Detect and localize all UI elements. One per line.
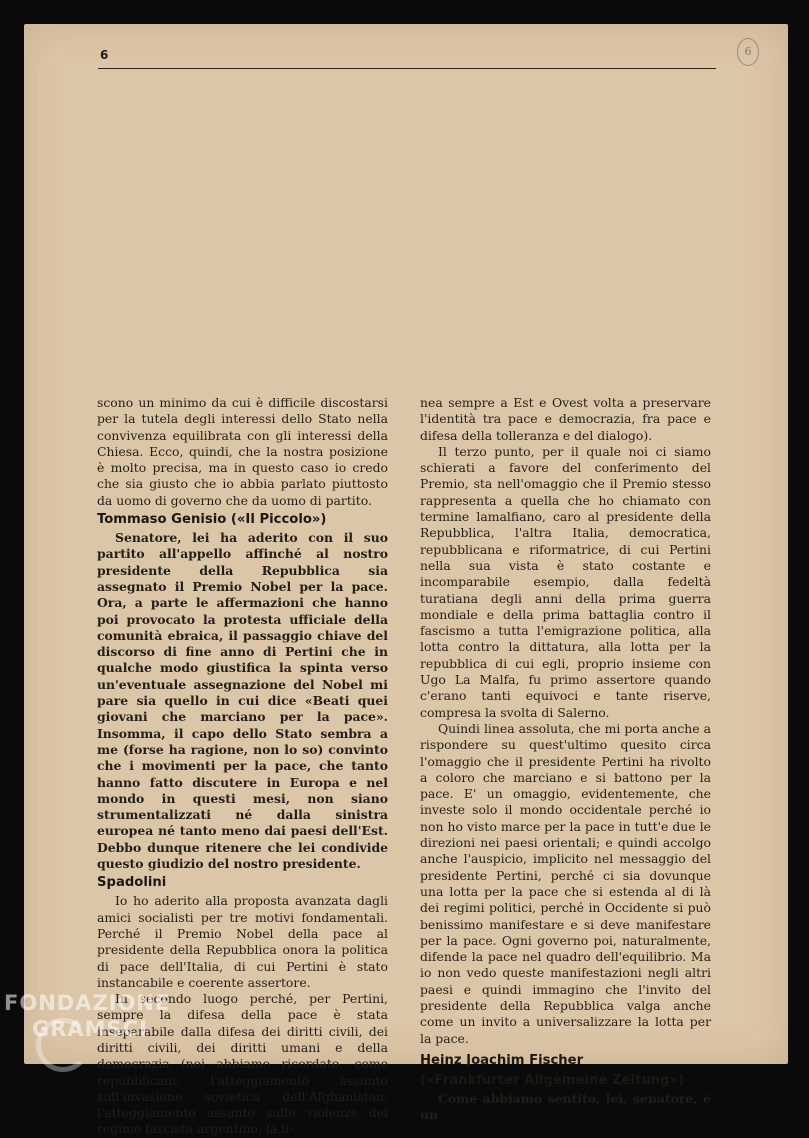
speaker-heading-affiliation: («Frankfurter Allgemeine Zeitung») (420, 1072, 685, 1088)
paragraph: Quindi linea assoluta, che mi porta anche a rispondere su quest'ultimo quesito circa l'omaggio che il presidente Pertini ha rivolto a coloro che marciano e si battono per la pace. E' un omaggio, evidentemente, che investe solo il mondo occidentale perché io non ho visto marce per la pace in tutt'e due le direzioni nei paesi orientali; e quindi accolgo anche l'auspicio, implicito nel messaggio del presidente Pertini, perché ci sia dovunque una lotta per la pace che si estenda al di là dei regimi politici, perché in Occidente si può benissimo manifestare e si deve manifestare per la pace. Ogni governo poi, naturalmente, difende la pace nel quadro dell'equilibrio. Ma io non vedo queste manifestazioni negli altri paesi e quindi immagino che l'invito del presidente della Repubblica valga anche come un invito a universalizzare la lotta per la pace. (420, 720, 711, 1046)
speaker-heading: Heinz Joachim Fischer (420, 1052, 584, 1068)
paragraph: scono un minimo da cui è difficile discostarsi per la tutela degli interessi dello Stato nella convivenza equilibrata con gli interessi della Chiesa. Ecco, quindi, che la nostra posizione è molto precisa, ma in questo caso io credo che sia giusto che io abbia parlato piuttosto da uomo di governo che da uomo di partito. (97, 395, 388, 508)
archive-watermark (4, 990, 170, 1042)
handwritten-page-number: 6 (737, 38, 759, 66)
paragraph: Il terzo punto, per il quale noi ci siamo schierati a favore del conferimento del Premio, sta nell'omaggio che il Premio stesso rappresenta a quella che ho chiamato con termine lamalfiano, caro al presidente della Repubblica, l'altra Italia, democratica, repubblicana e riformatrice, di cui Pertini nella sua vista è stato costante e incomparabile esempio, dalla fedeltà turatiana degli anni della prima guerra mondiale e della prima battaglia contro il fascismo a tutta l'emigrazione politica, alla lotta contro la dittatura, alla lotta per la repubblica di cui egli, proprio insieme con Ugo La Malfa, fu primo assertore quando c'erano tanti equivoci e tante riserve, compresa la svolta di Salerno. (420, 443, 711, 720)
question-paragraph: Senatore, lei ha aderito con il suo partito all'appello affinché al nostro presidente della Repubblica sia assegnato il Premio Nobel per la pace. Ora, a parte le affermazioni che hanno poi provocato la protesta ufficiale della comunità ebraica, il passaggio chiave del discorso di fine anno di Pertini che in qualche modo giustifica la spinta verso un'eventuale assegnazione del Nobel mi pare sia quello in cui dice «Beati quei giovani che marciano per la pace». Insomma, il capo dello Stato sembra a me (forse ha ragione, non lo so) convinto che i movimenti per la pace, che tanto hanno fatto discutere in Europa e nel mondo in questi mesi, non siano strumentalizzati né dalla sinistra europea né tanto meno dai paesi dell'Est. Debbo dunque ritenere che lei condivide questo giudizio del nostro presidente. (97, 530, 388, 872)
document-page (24, 24, 788, 1137)
paragraph: Io ho aderito alla proposta avanzata dagli amici socialisti per tre motivi fondamentali. Perché il Premio Nobel della pace al presidente della Repubblica onora la politica di pace dell'Italia, di cui Pertini è stato instancabile e coerente assertore. (97, 893, 388, 990)
page-number: 6 (100, 48, 109, 62)
watermark-line1: FONDAZIONE (4, 991, 171, 1015)
question-paragraph: Come abbiamo sentito, lei, senatore, è un (420, 1090, 711, 1123)
speaker-heading: Tommaso Genisio («Il Piccolo») (97, 512, 327, 528)
paragraph: In secondo luogo perché, per Pertini, sempre la difesa della pace è stata inseparabile dalla difesa dei diritti civili, dei diritti civili, dei diritti umani e della democrazia (noi abbiamo ricordato, come repubblicani, l'atteggiamento assunto sull'invasione sovietica dell'Afghanistan, l'atteggiamento assunto sulle violenze del regime fascista argentino, la li- (97, 991, 388, 1137)
paragraph: nea sempre a Est e Ovest volta a preservare l'identità tra pace e democrazia, fra pace e difesa della tolleranza e del dialogo). (420, 395, 711, 443)
watermark-line2: GRAMSCI (32, 1017, 148, 1041)
speaker-heading: Spadolini (97, 875, 167, 891)
right-column (420, 395, 711, 1123)
header-rule (98, 68, 716, 69)
watermark-logo-icon (36, 1018, 90, 1072)
